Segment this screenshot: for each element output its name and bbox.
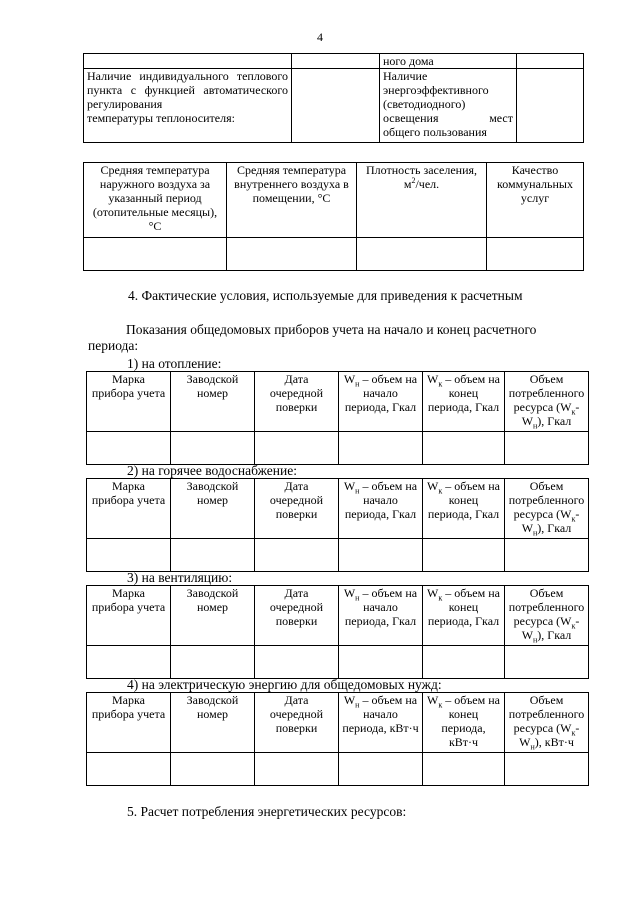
- table-cell: [517, 69, 584, 143]
- table-cell: [339, 539, 423, 572]
- table-cell: [339, 646, 423, 679]
- header-end-volume: $W_к$ – объем на конец периода, Гкал: [423, 479, 505, 539]
- meter-hot-water-table: [86, 478, 589, 572]
- table-cell: [357, 238, 487, 271]
- table-cell: [339, 753, 423, 786]
- table-cell: [255, 753, 339, 786]
- table-cell: [255, 539, 339, 572]
- meter-heating-label: 1) на отопление:: [127, 356, 222, 371]
- table-cell: [423, 432, 505, 465]
- header-consumed-volume: Объем потребленного ресурса $(W_к-W_н)$, кВт·ч: [505, 693, 589, 753]
- header-service-quality: Качество коммунальных услуг: [487, 163, 584, 238]
- header-consumed-volume: Объем потребленного ресурса $(W_к-W_н)$, Гкал: [505, 586, 589, 646]
- header-indoor-temperature: Средняя температура внутреннего воздуха в помещении, °С: [227, 163, 357, 238]
- efficient-lighting-label: Наличие энергоэффективного (светодиодного) освещения мест общего пользования: [380, 69, 517, 143]
- meter-heating-table: [86, 371, 589, 465]
- table-cell: [255, 432, 339, 465]
- header-consumed-volume: Объем потребленного ресурса $(W_к-W_н)$, Гкал: [505, 372, 589, 432]
- header-outdoor-temperature: Средняя температура наружного воздуха за указанный период (отопительные месяцы), °С: [84, 163, 227, 238]
- meter-ventilation-label: 3) на вентиляцию:: [127, 570, 233, 585]
- header-start-volume: $W_н$ – объем на начало периода, Гкал: [339, 372, 423, 432]
- table-cell: [292, 54, 380, 69]
- table-cell: [171, 646, 255, 679]
- table-cell: [87, 753, 171, 786]
- table-cell: [505, 539, 589, 572]
- table-cell: ного дома: [380, 54, 517, 69]
- header-start-volume: $W_н$ – объем на начало периода, Гкал: [339, 586, 423, 646]
- table-cell: [171, 432, 255, 465]
- table-cell: [171, 539, 255, 572]
- table-cell: [517, 54, 584, 69]
- header-meter-brand: Марка прибора учета: [87, 586, 171, 646]
- table-cell: [87, 646, 171, 679]
- section-5-heading: 5. Расчет потребления энергетических ресурсов:: [127, 804, 407, 819]
- building-features-table: [83, 53, 584, 143]
- header-end-volume: $W_к$ – объем на конец периода, кВт·ч: [423, 693, 505, 753]
- table-cell: [423, 539, 505, 572]
- table-cell: [423, 753, 505, 786]
- table-cell: [292, 69, 380, 143]
- table-cell: [84, 54, 292, 69]
- header-consumed-volume: Объем потребленного ресурса $(W_к-W_н)$, Гкал: [505, 479, 589, 539]
- table-cell: [227, 238, 357, 271]
- table-cell: [423, 646, 505, 679]
- header-end-volume: $W_к$ – объем на конец периода, Гкал: [423, 372, 505, 432]
- table-cell: [171, 753, 255, 786]
- header-serial-number: Заводской номер: [171, 586, 255, 646]
- header-meter-brand: Марка прибора учета: [87, 479, 171, 539]
- table-cell: [505, 753, 589, 786]
- individual-heat-point-label: Наличие индивидуального теплового пункта с функцией автоматического регулирования температуры теплоносителя:: [84, 69, 292, 143]
- table-cell: [339, 432, 423, 465]
- page-number: 4: [317, 30, 323, 44]
- section-4-heading: 4. Фактические условия, используемые для приведения к расчетным: [128, 288, 523, 303]
- header-serial-number: Заводской номер: [171, 372, 255, 432]
- table-cell: [87, 539, 171, 572]
- header-occupancy-density: Плотность заселения, $м^2$/чел.: [357, 163, 487, 238]
- meter-ventilation-table: [86, 585, 589, 679]
- meter-hot-water-label: 2) на горячее водоснабжение:: [127, 463, 297, 478]
- table-cell: [487, 238, 584, 271]
- header-serial-number: Заводской номер: [171, 479, 255, 539]
- header-next-calibration: Дата очередной поверки: [255, 693, 339, 753]
- table-cell: [505, 432, 589, 465]
- table-cell: [505, 646, 589, 679]
- header-next-calibration: Дата очередной поверки: [255, 479, 339, 539]
- header-end-volume: $W_к$ – объем на конец периода, Гкал: [423, 586, 505, 646]
- table-cell: [87, 432, 171, 465]
- meter-electricity-table: [86, 692, 589, 786]
- table-cell: [255, 646, 339, 679]
- header-start-volume: $W_н$ – объем на начало периода, кВт·ч: [339, 693, 423, 753]
- header-start-volume: $W_н$ – объем на начало периода, Гкал: [339, 479, 423, 539]
- header-serial-number: Заводской номер: [171, 693, 255, 753]
- meter-electricity-label: 4) на электрическую энергию для общедомовых нужд:: [127, 677, 442, 692]
- table-cell: [84, 238, 227, 271]
- header-next-calibration: Дата очередной поверки: [255, 586, 339, 646]
- header-next-calibration: Дата очередной поверки: [255, 372, 339, 432]
- header-meter-brand: Марка прибора учета: [87, 693, 171, 753]
- section-4-intro: Показания общедомовых приборов учета на начало и конец расчетного периода:: [88, 322, 537, 353]
- header-meter-brand: Марка прибора учета: [87, 372, 171, 432]
- conditions-table: [83, 162, 584, 271]
